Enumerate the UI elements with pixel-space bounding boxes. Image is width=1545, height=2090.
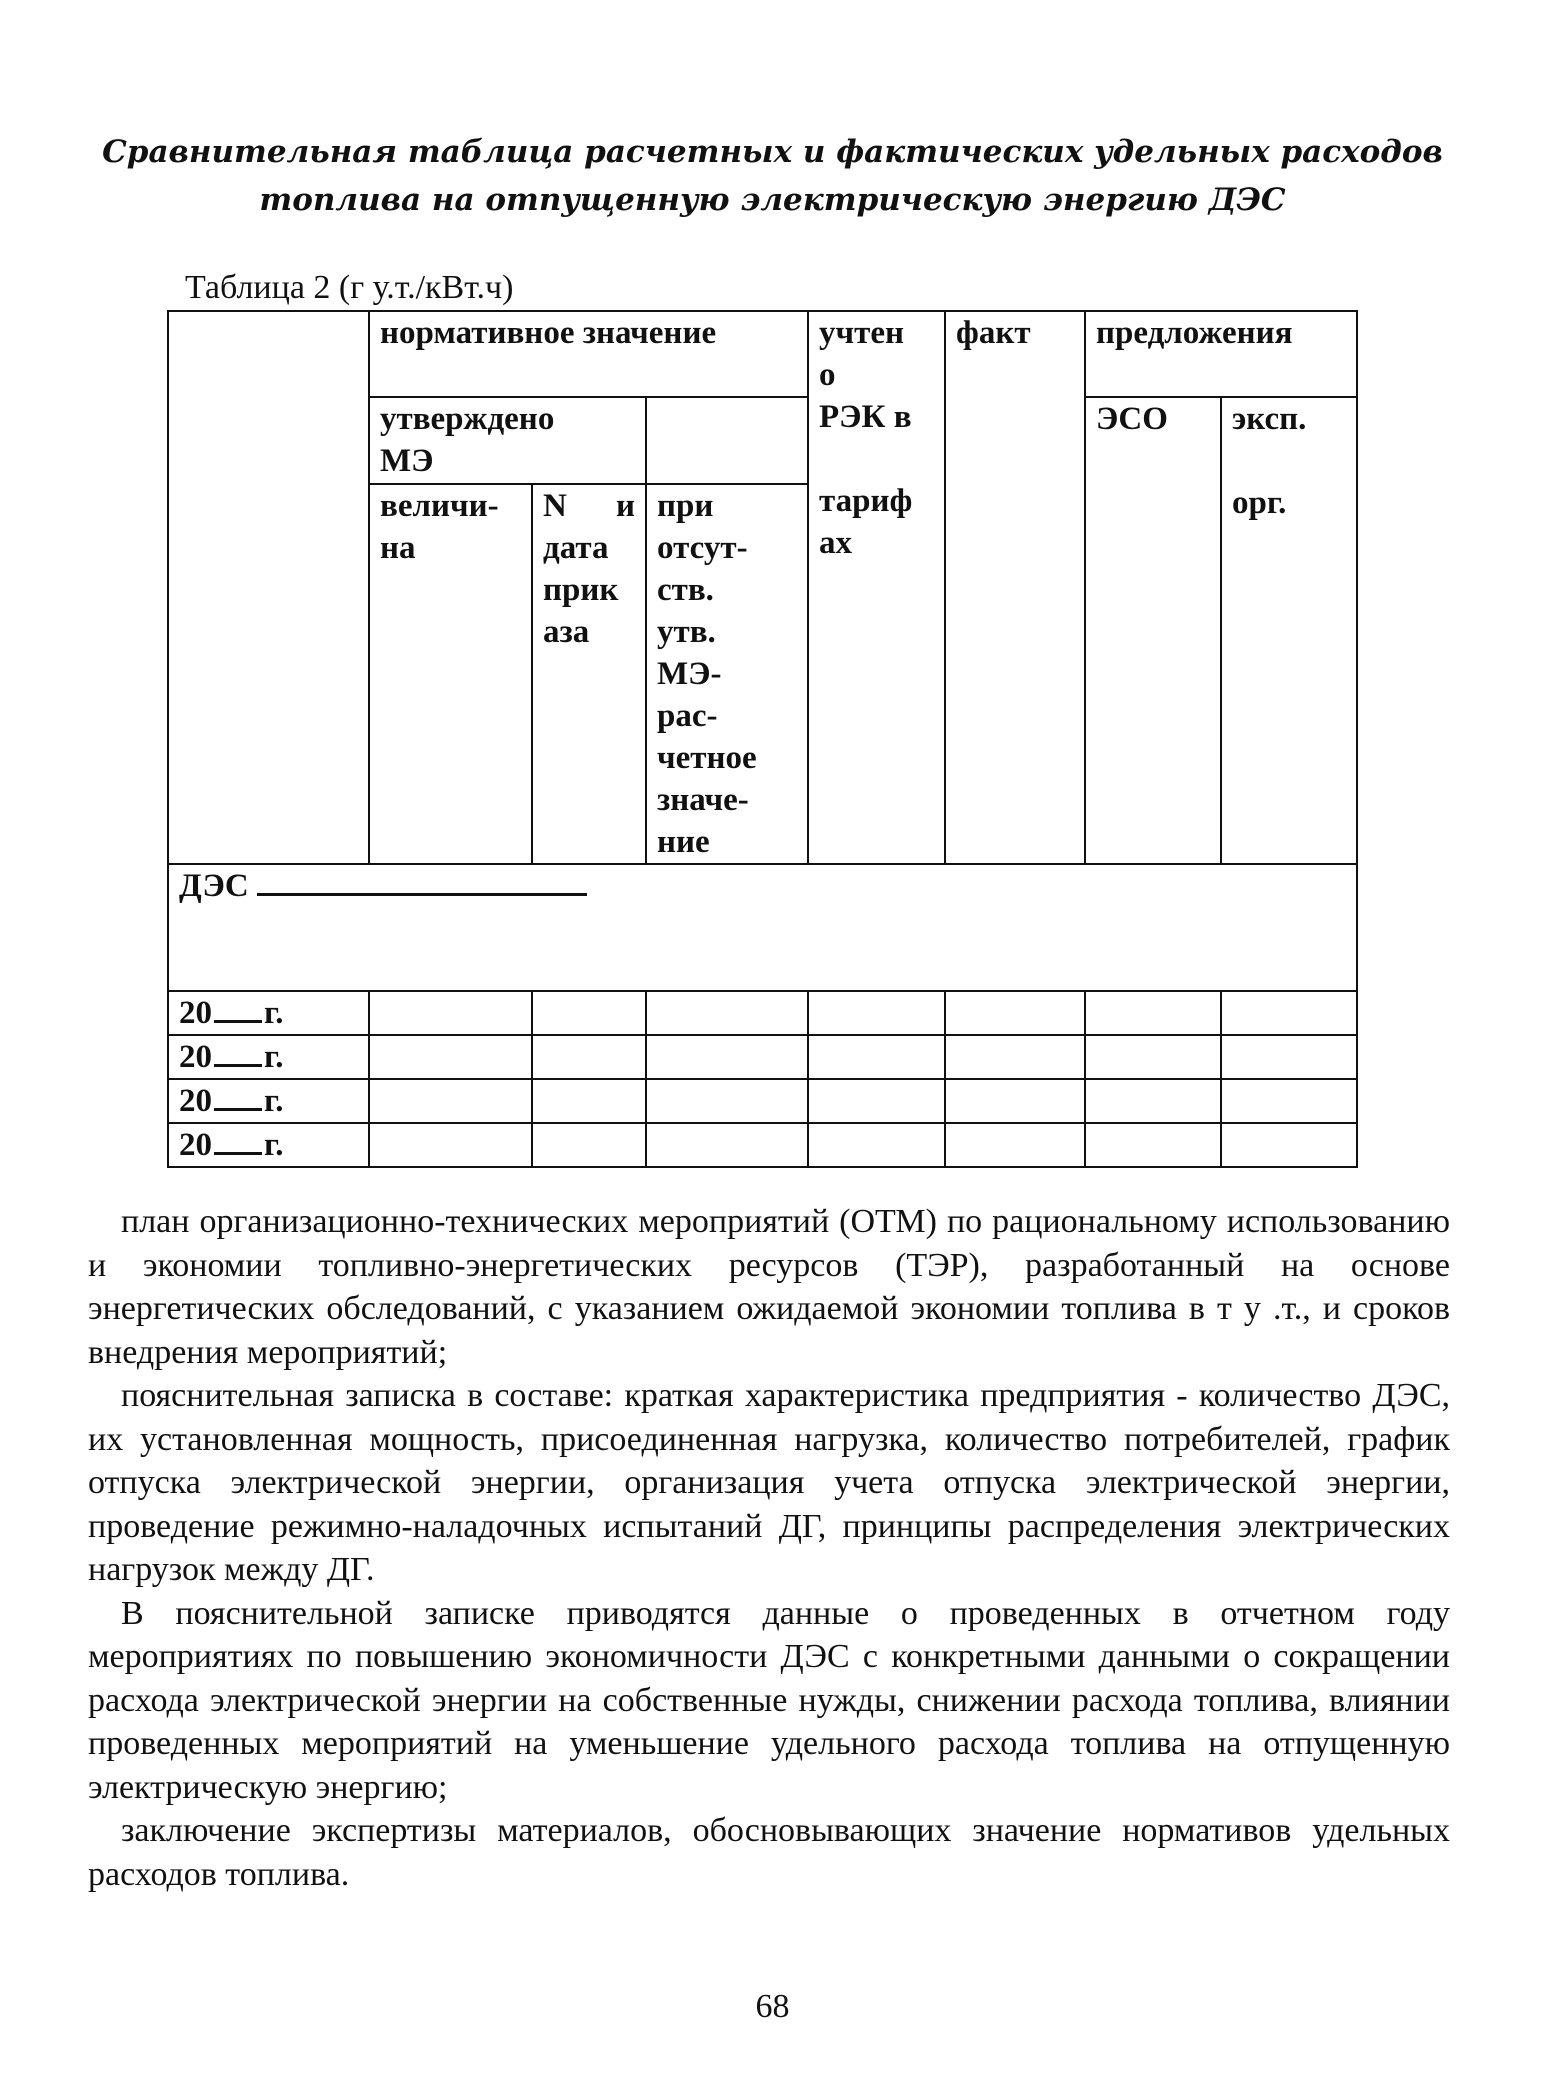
year-blank <box>214 1130 262 1155</box>
header-normative: нормативное значение <box>369 311 808 397</box>
title-line-2: топлива на отпущенную электрическую энергию ДЭС <box>259 182 1286 218</box>
header-empty-cell <box>168 311 369 864</box>
header-empty-sub <box>646 397 808 484</box>
year-row <box>168 1079 1357 1123</box>
header-predlozheniya: предложения <box>1085 311 1357 397</box>
body-text <box>88 1200 1450 1896</box>
header-uchteno-rek: учтен о РЭК в тариф ах <box>808 311 945 864</box>
year-cell: 20 г. <box>168 1123 369 1167</box>
header-fakt: факт <box>945 311 1085 864</box>
des-blank-line <box>257 867 587 896</box>
paragraph-measures: В пояснительной записке приводятся данные о проведенных в отчетном году мероприятиях по повышению экономичности ДЭС с конкретными данными о сокращении расхода электрической энергии на собственные нужды, снижении расхода топлива, влиянии проведенных мероприятий на уменьшение удельного расхода топлива на отпущенную электрическую энергию; <box>88 1594 1450 1806</box>
des-row <box>168 864 1357 991</box>
page-number: 68 <box>755 1988 790 2025</box>
year-row <box>168 991 1357 1035</box>
header-utverzhdeno-me: утверждено МЭ <box>369 397 646 484</box>
des-label: ДЭС <box>179 868 249 904</box>
year-blank <box>214 1086 262 1111</box>
des-cell <box>168 864 1357 991</box>
header-velichina: величи- на <box>369 484 532 864</box>
header-row-1 <box>168 311 1357 397</box>
document-title <box>90 128 1455 224</box>
header-n-data-prikaza: N и дата прик аза <box>532 484 646 864</box>
comparison-table <box>167 310 1358 1168</box>
paragraph-otm: план организационно-технических мероприятий (ОТМ) по рациональному использованию и экономии топливно-энергетических ресурсов (ТЭР), разработанный на основе энергетических обследований, с указанием ожидаемой экономии топлива в т у .т., и сроков внедрения мероприятий; <box>88 1203 1450 1371</box>
title-line-1: Сравнительная таблица расчетных и фактических удельных расходов <box>102 134 1443 170</box>
header-eksp-org: эксп. орг. <box>1221 397 1357 864</box>
paragraph-expertise: заключение экспертизы материалов, обосновывающих значение нормативов удельных расходов топлива. <box>88 1812 1450 1893</box>
year-cell: 20 г. <box>168 991 369 1035</box>
year-cell: 20 г. <box>168 1079 369 1123</box>
year-row <box>168 1035 1357 1079</box>
table-caption: Таблица 2 (г у.т./кВт.ч) <box>185 269 514 306</box>
header-eso: ЭСО <box>1085 397 1221 864</box>
year-blank <box>214 1042 262 1067</box>
year-row <box>168 1123 1357 1167</box>
year-cell: 20 г. <box>168 1035 369 1079</box>
header-pri-otsutstv: при отсут- ств. утв. МЭ- рас- четное значе- ние <box>646 484 808 864</box>
paragraph-explanatory-note: пояснительная записка в составе: краткая характеристика предприятия - количество ДЭС, их установленная мощность, присоединенная нагрузка, количество потребителей, график отпуска электрической энергии, организация учета отпуска электрической энергии, проведение режимно-наладочных испытаний ДГ, принципы распределения электрических нагрузок между ДГ. <box>88 1377 1450 1588</box>
year-blank <box>214 998 262 1023</box>
